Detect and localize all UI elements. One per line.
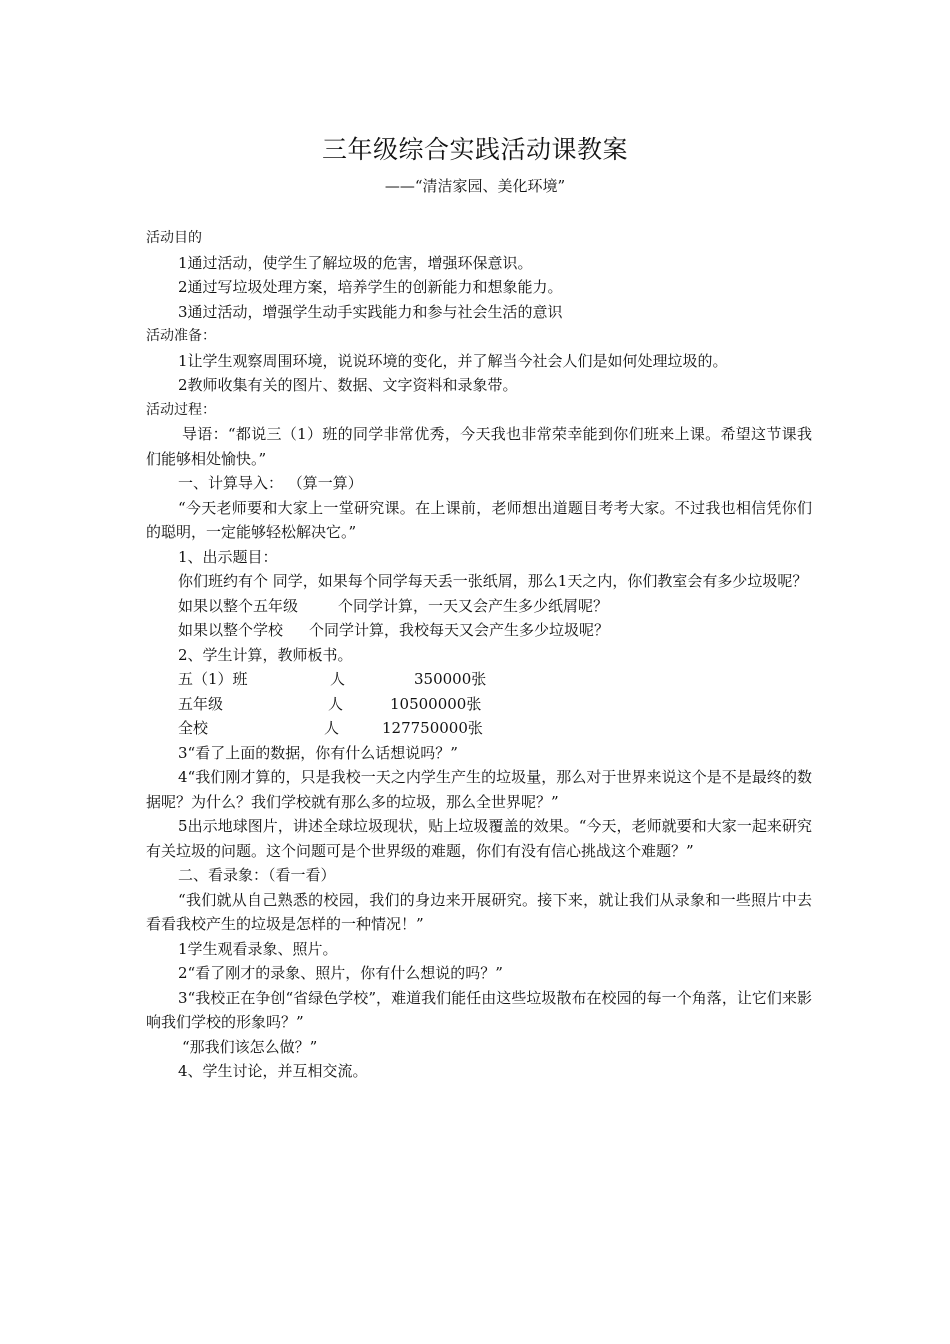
- purpose-item: 1通过活动，使学生了解垃圾的危害，增强环保意识。: [178, 253, 533, 272]
- question-2-part-a: 如果以整个五年级: [178, 596, 299, 615]
- result-label: 五年级: [178, 694, 224, 713]
- question-3-part-a: 如果以整个学校: [178, 621, 284, 639]
- question-1: 你们班约有个 同学，如果每个同学每天丢一张纸屑，那么1天之内，你们教室会有多少垃圾呢？: [178, 572, 808, 590]
- result-row: [146, 716, 812, 741]
- result-value: 350000张: [414, 670, 487, 688]
- part1-quote: “今天老师要和大家上一堂研究课。在上课前，老师想出道题目考考大家。不过我也相信凭你们的聪明，一定能够轻松解决它。”: [146, 498, 812, 541]
- process-intro: 导语：“都说三（1）班的同学非常优秀，今天我也非常荣幸能到你们班来上课。希望这节课我们能够相处愉快。”: [146, 425, 812, 468]
- purpose-heading: 活动目的: [146, 230, 202, 246]
- document-title: 三年级综合实践活动课教案: [321, 135, 628, 164]
- preparation-heading: 活动准备：: [146, 328, 216, 344]
- part2-step-1: 1学生观看录象、照片。: [178, 939, 338, 958]
- result-value: 127750000张: [382, 719, 483, 737]
- part2-quote: “我们就从自己熟悉的校园，我们的身边来开展研究。接下来，就让我们从录象和一些照片中去看看我校产生的垃圾是怎样的一种情况！”: [146, 890, 812, 933]
- result-row: [146, 667, 812, 692]
- question-2: [146, 594, 812, 619]
- process-heading: 活动过程：: [146, 401, 216, 418]
- part1-title: 一、计算导入： （算一算）: [178, 474, 363, 492]
- result-unit: 人: [324, 719, 340, 737]
- step1-label: 1、出示题目：: [178, 547, 278, 566]
- step2-label: 2、学生计算，教师板书。: [178, 645, 353, 664]
- process-point-5: 5出示地球图片，讲述全球垃圾现状，贴上垃圾覆盖的效果。“今天，老师就要和大家一起来研究有关垃圾的问题。这个问题可是个世界级的难题，你们有没有信心挑战这个难题？”: [146, 817, 812, 860]
- question-3: [146, 618, 812, 643]
- result-value: 10500000张: [390, 694, 482, 713]
- document-subtitle: ——“清洁家园、美化环境”: [384, 177, 566, 195]
- process-point-3: 3“看了上面的数据，你有什么话想说吗？”: [178, 743, 458, 762]
- preparation-item: 1让学生观察周围环境，说说环境的变化，并了解当今社会人们是如何处理垃圾的。: [178, 351, 728, 370]
- result-unit: 人: [328, 694, 344, 713]
- purpose-item: 3通过活动，增强学生动手实践能力和参与社会生活的意识: [178, 302, 563, 321]
- question-3-part-b: 个同学计算，我校每天又会产生多少垃圾呢？: [309, 621, 610, 639]
- part2-step-2: 2“看了刚才的录象、照片，你有什么想说的吗？”: [178, 964, 503, 982]
- purpose-item: 2通过写垃圾处理方案，培养学生的创新能力和想象能力。: [178, 278, 563, 296]
- part2-step-3-followup: “那我们该怎么做？”: [182, 1037, 318, 1056]
- part2-step-3: 3“我校正在争创“省绿色学校”，难道我们能任由这些垃圾散布在校园的每一个角落，让它们来影响我们学校的形象吗？”: [146, 988, 812, 1031]
- preparation-item: 2教师收集有关的图片、数据、文字资料和录象带。: [178, 376, 518, 394]
- result-row: [146, 692, 812, 717]
- process-point-4: 4“我们刚才算的，只是我校一天之内学生产生的垃圾量，那么对于世界来说这个是不是最终的数据呢？为什么？我们学校就有那么多的垃圾，那么全世界呢？”: [146, 768, 812, 811]
- question-2-part-b: 个同学计算，一天又会产生多少纸屑呢？: [338, 596, 609, 615]
- result-label: 五（1）班: [178, 670, 248, 688]
- part2-step-4: 4、学生讨论，并互相交流。: [178, 1062, 368, 1080]
- result-label: 全校: [178, 719, 209, 737]
- part2-title: 二、看录象：（看一看）: [178, 866, 336, 884]
- document-body: [146, 226, 812, 1084]
- result-unit: 人: [330, 670, 346, 688]
